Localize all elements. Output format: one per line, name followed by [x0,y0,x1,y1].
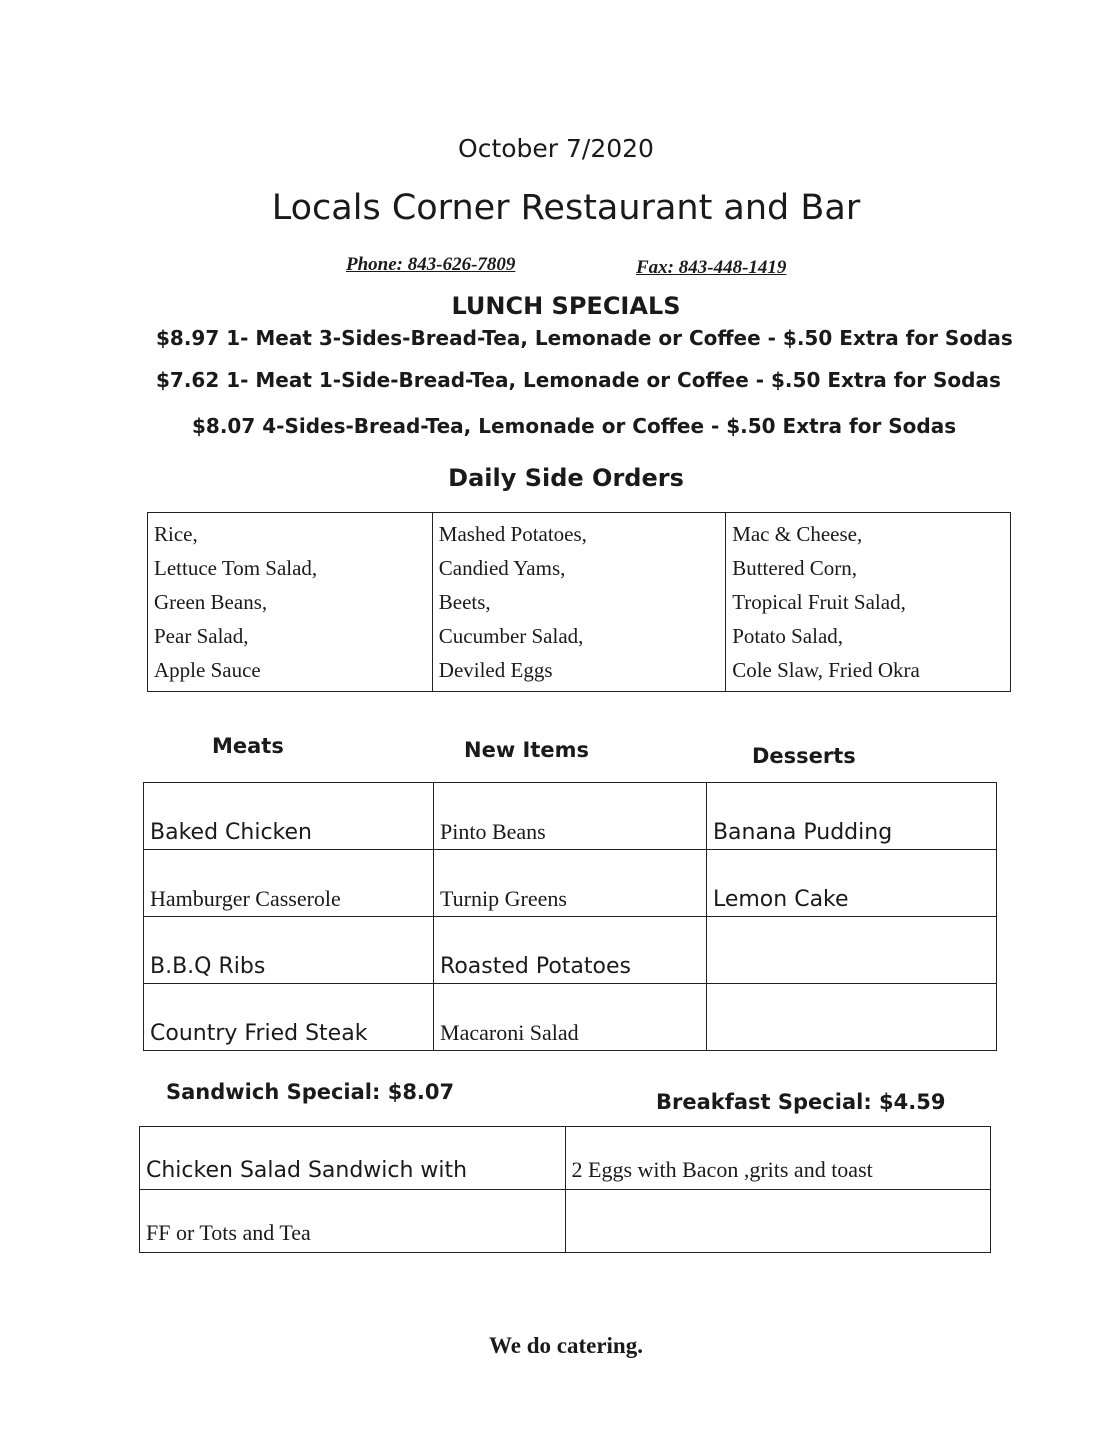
meat-cell: Hamburger Casserole [144,850,434,917]
side-item: Cole Slaw, Fried Okra [732,658,920,682]
side-item: Green Beans, [154,590,268,614]
new-item-cell: Pinto Beans [434,783,707,850]
side-item: Pear Salad, [154,624,249,648]
sandwich-cell: Chicken Salad Sandwich with [140,1127,566,1190]
side-item: Potato Salad, [732,624,844,648]
meat-cell: Country Fried Steak [144,984,434,1051]
lunch-special-item: $7.62 1- Meat 1-Side-Bread-Tea, Lemonade or Coffee - $.50 Extra for Sodas [156,368,1001,392]
daily-sides-table [147,512,1011,692]
sides-column [432,513,725,692]
side-item: Deviled Eggs [438,658,553,682]
new-item-cell: Turnip Greens [434,850,707,917]
fax-number: Fax: 843-448-1419 [636,257,787,278]
breakfast-cell [565,1190,991,1253]
new-item-cell: Roasted Potatoes [434,917,707,984]
desserts-header: Desserts [752,744,856,768]
table-row [144,783,997,850]
sides-column [726,513,1011,692]
restaurant-name: Locals Corner Restaurant and Bar [271,188,861,228]
meat-cell: Baked Chicken [144,783,434,850]
phone-number: Phone: 843-626-7809 [346,254,516,275]
new-items-header: New Items [464,738,590,762]
sides-column [148,513,433,692]
menu-table [143,782,997,1051]
lunch-specials-title: LUNCH SPECIALS [451,292,681,320]
side-item: Cucumber Salad, [438,624,584,648]
table-row [144,984,997,1051]
table-row [144,917,997,984]
table-row [144,850,997,917]
side-item: Lettuce Tom Salad, [154,556,318,580]
dessert-cell: Lemon Cake [706,850,996,917]
specials-table [139,1126,991,1253]
lunch-special-item: $8.97 1- Meat 3-Sides-Bread-Tea, Lemonade or Coffee - $.50 Extra for Sodas [156,326,1013,350]
side-item: Mac & Cheese, [732,522,863,546]
breakfast-cell: 2 Eggs with Bacon ,grits and toast [565,1127,991,1190]
meat-cell: B.B.Q Ribs [144,917,434,984]
new-item-cell: Macaroni Salad [434,984,707,1051]
table-row [140,1190,991,1253]
side-item: Mashed Potatoes, [438,522,587,546]
meats-header: Meats [212,734,284,758]
side-item: Candied Yams, [438,556,566,580]
side-item: Tropical Fruit Salad, [732,590,906,614]
table-row [140,1127,991,1190]
daily-side-orders-title: Daily Side Orders [448,464,684,492]
sandwich-cell: FF or Tots and Tea [140,1190,566,1253]
sandwich-special-title: Sandwich Special: $8.07 [166,1080,455,1104]
breakfast-special-title: Breakfast Special: $4.59 [656,1090,946,1114]
lunch-special-item: $8.07 4-Sides-Bread-Tea, Lemonade or Coffee - $.50 Extra for Sodas [192,414,957,438]
dessert-cell [706,984,996,1051]
side-item: Beets, [438,590,491,614]
dessert-cell: Banana Pudding [706,783,996,850]
side-item: Buttered Corn, [732,556,857,580]
menu-date: October 7/2020 [458,134,654,163]
catering-note: We do catering. [489,1333,643,1358]
side-item: Rice, [154,522,198,546]
side-item: Apple Sauce [154,658,261,682]
dessert-cell [706,917,996,984]
